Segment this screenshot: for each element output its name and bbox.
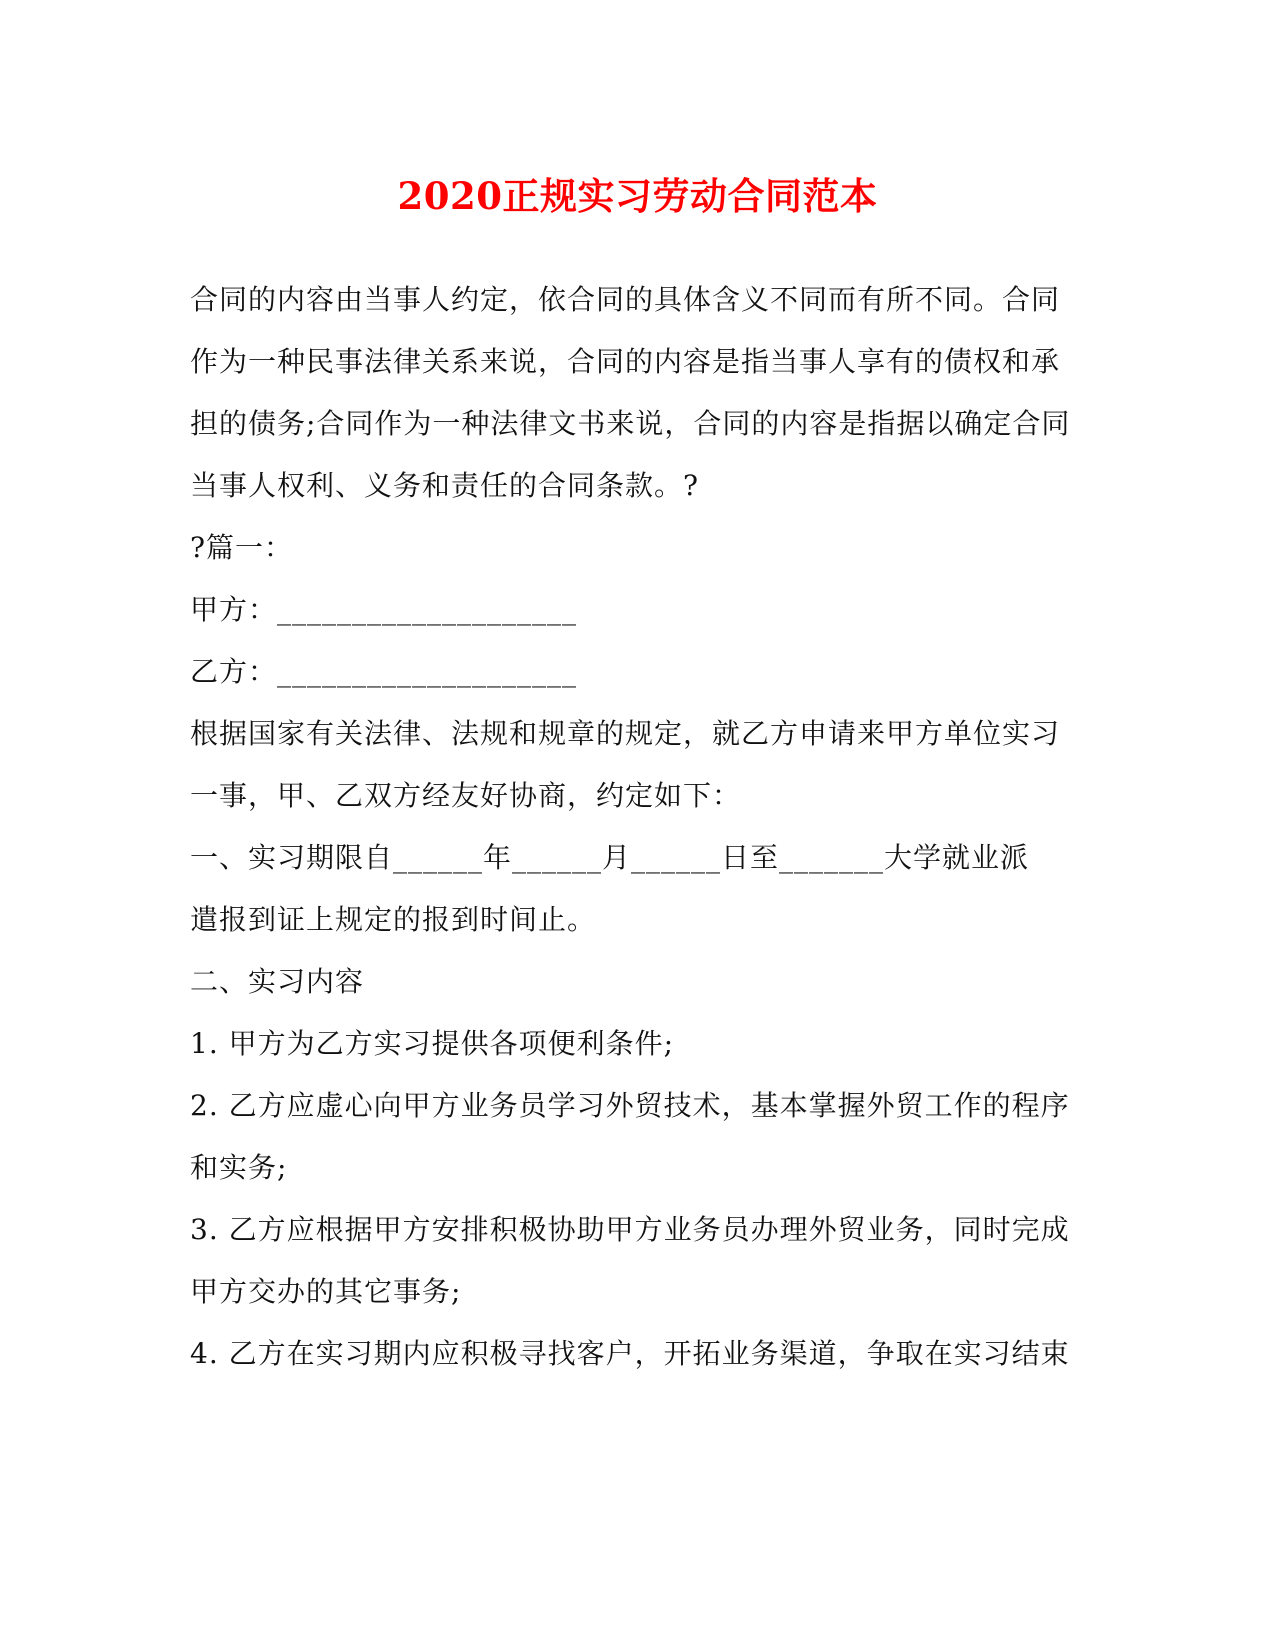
list-item: 1. 甲方为乙方实习提供各项便利条件; xyxy=(190,1027,675,1060)
party-a-line: 甲方：____________________ xyxy=(190,593,578,626)
clause-line: 一、实习期限自______年______月______日至_______大学就业派 xyxy=(190,841,1030,874)
document-title: 2020正规实习劳动合同范本 xyxy=(397,174,878,218)
list-item: 3. 乙方应根据甲方安排积极协助甲方业务员办理外贸业务，同时完成 xyxy=(190,1213,1070,1246)
party-b-line: 乙方：____________________ xyxy=(190,655,578,688)
body-line: 根据国家有关法律、法规和规章的规定，就乙方申请来甲方单位实习 xyxy=(190,717,1061,750)
body-line: 担的债务;合同作为一种法律文书来说，合同的内容是指据以确定合同 xyxy=(190,407,1071,440)
body-line: 合同的内容由当事人约定，依合同的具体含义不同而有所不同。合同 xyxy=(190,283,1061,316)
list-item: 2. 乙方应虚心向甲方业务员学习外贸技术，基本掌握外贸工作的程序 xyxy=(190,1089,1070,1122)
clause-heading: 二、实习内容 xyxy=(190,965,365,998)
body-line: 一事，甲、乙双方经友好协商，约定如下： xyxy=(190,779,742,812)
body-line: 作为一种民事法律关系来说，合同的内容是指当事人享有的债权和承 xyxy=(190,345,1061,378)
list-item: 甲方交办的其它事务; xyxy=(190,1275,462,1308)
clause-line: 遣报到证上规定的报到时间止。 xyxy=(190,903,597,936)
list-item: 4. 乙方在实习期内应积极寻找客户，开拓业务渠道，争取在实习结束 xyxy=(190,1337,1070,1370)
list-item: 和实务; xyxy=(190,1151,288,1184)
body-line: 当事人权利、义务和责任的合同条款。? xyxy=(190,469,700,502)
section-heading: ?篇一： xyxy=(190,531,294,564)
